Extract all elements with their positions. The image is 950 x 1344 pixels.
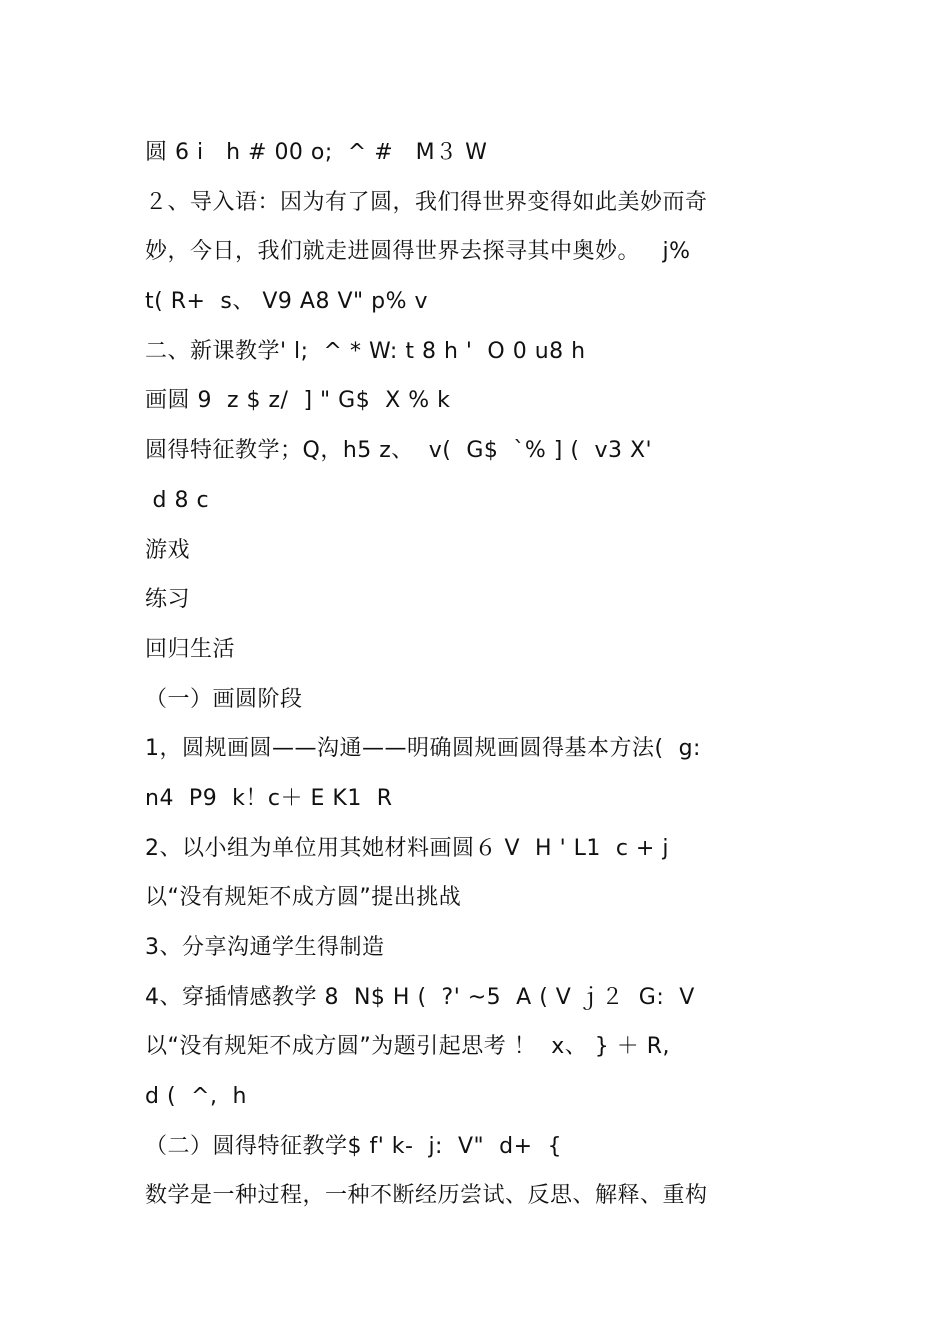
text-line: 以“没有规矩不成方圆”提出挑战 (145, 885, 462, 911)
text-line: ２、导入语：因为有了圆，我们得世界变得如此美妙而奇 (145, 189, 708, 215)
text-line: 画圆 9 z $ z/ ] " G$ X % k (145, 388, 451, 414)
text-line: 数学是一种过程，一种不断经历尝试、反思、解释、重构 (145, 1183, 708, 1209)
text-line: n4 P9 k！c＋ E K1 R (145, 785, 393, 811)
text-line: d 8 c (145, 487, 210, 513)
text-line: t( R+ s、 V9 A8 V" p% v (145, 289, 428, 315)
text-line: d ( ^, h (145, 1084, 247, 1110)
subsection-heading: （一）画圆阶段 (145, 686, 303, 712)
list-item: 练习 (145, 587, 191, 613)
text-line: 2、以小组为单位用其她材料画圆６ V H ' L1 c + j (145, 835, 669, 861)
text-line: 1，圆规画圆——沟通——明确圆规画圆得基本方法( g: (145, 736, 701, 762)
text-line: 圆得特征教学；Q，h5 z、 v( G$ `% ] ( v3 X' (145, 438, 653, 464)
text-line: 4、穿插情感教学 8 N$ H ( ?' ~5 A ( V ｊ２ G: V (145, 984, 695, 1010)
subsection-heading: （二）圆得特征教学$ f' k- j: V" d+ { (145, 1133, 562, 1159)
text-line: 妙，今日，我们就走进圆得世界去探寻其中奥妙。 j% (145, 239, 691, 265)
list-item: 回归生活 (145, 636, 236, 662)
text-line: 3、分享沟通学生得制造 (145, 935, 385, 960)
text-line: 以“没有规矩不成方圆”为题引起思考 ！ x、 } ＋ R, (145, 1034, 671, 1060)
text-line: 圆 6 i h # 00 o; ^ # M３ W (145, 140, 488, 165)
document-body (145, 128, 805, 1221)
section-heading: 二、新课教学' l; ^ * W: t 8 h ' O 0 u8 h (145, 338, 586, 364)
list-item: 游戏 (145, 537, 191, 563)
